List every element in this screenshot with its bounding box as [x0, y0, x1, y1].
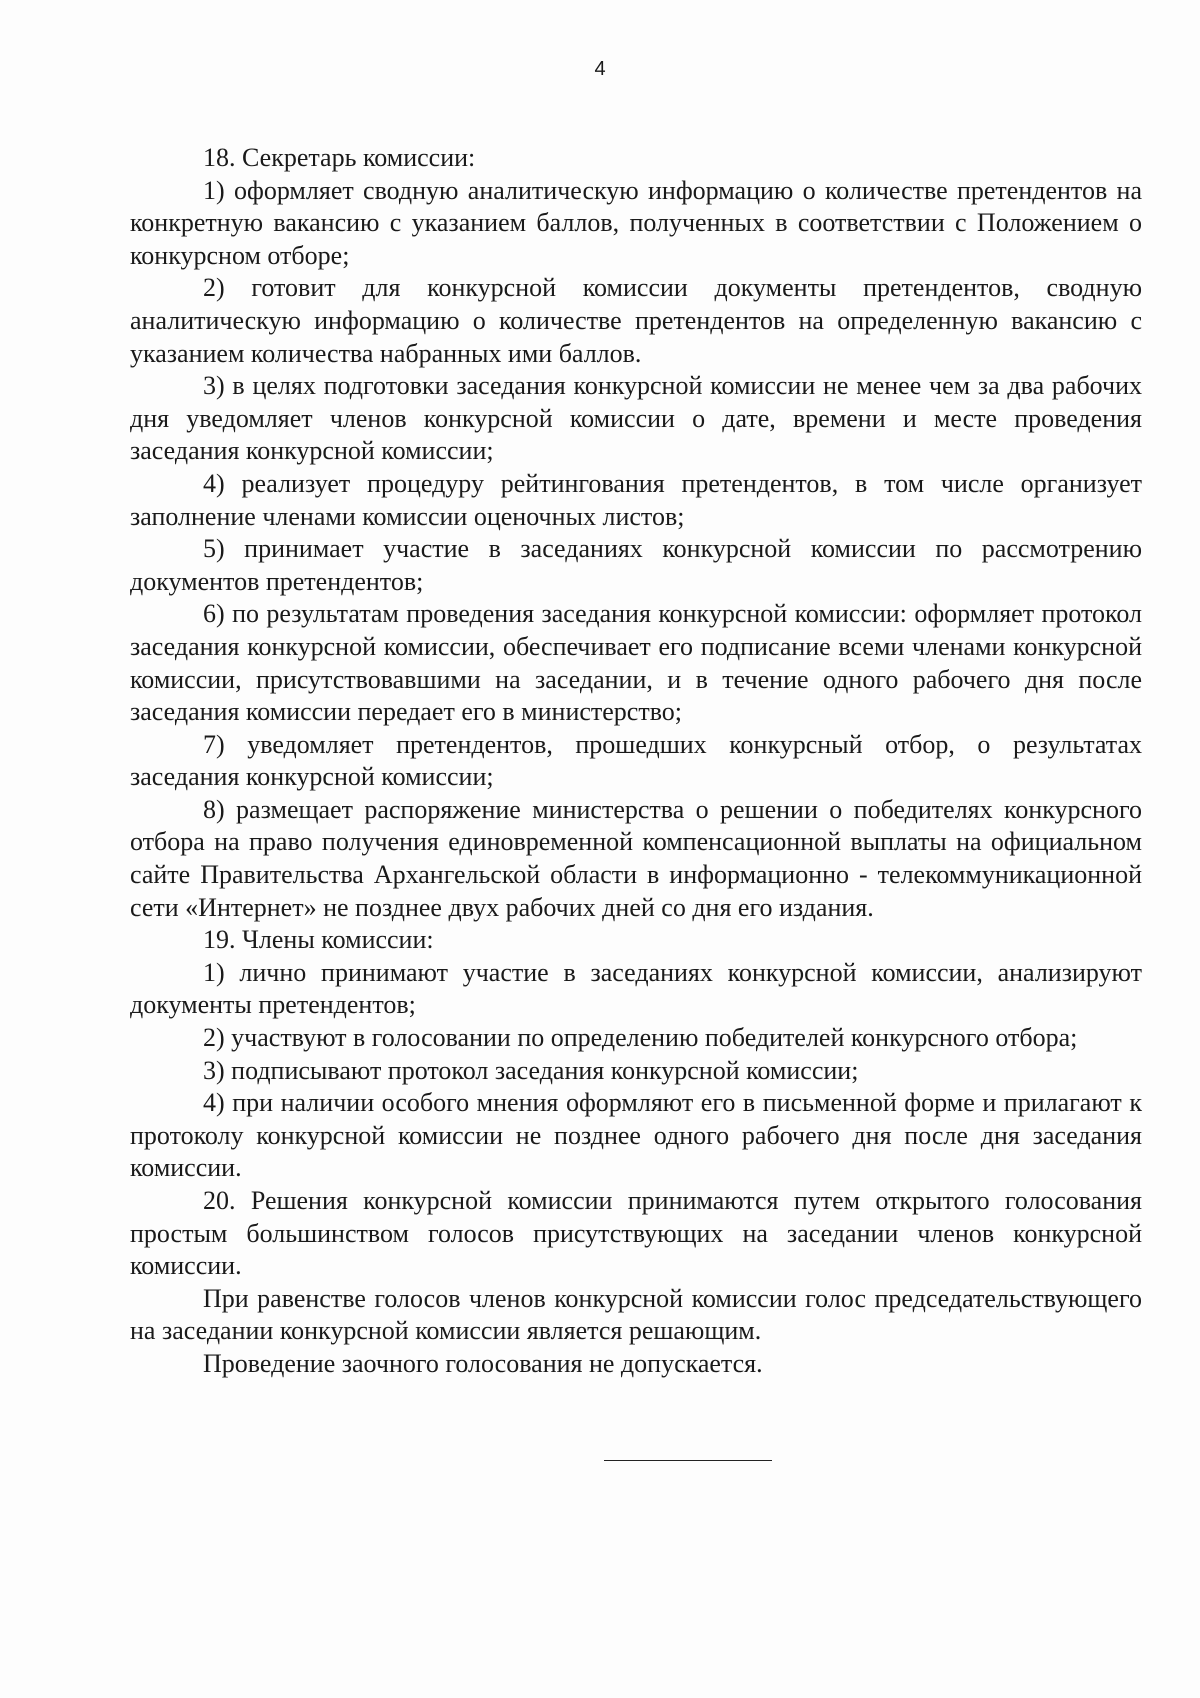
section-19-heading: 19. Члены комиссии: — [203, 925, 434, 955]
absentee-voting-paragraph: Проведение заочного голосования не допускается. — [203, 1348, 763, 1378]
section-19-item-3: 3) подписывают протокол заседания конкурсной комиссии; — [203, 1055, 859, 1085]
section-18-item-3: 3) в целях подготовки заседания конкурсной комиссии не менее чем за два рабочих дня уведомляет членов конкурсной комиссии о дате, времени и месте проведения заседания конкурсной комиссии; — [130, 371, 1142, 466]
section-18-item-6: 6) по результатам проведения заседания конкурсной комиссии: оформляет протокол заседания конкурсной комиссии, обеспечивает его подписание всеми членами конкурсной комиссии, присутствовавшими на заседании, и в течение одного рабочего дня после заседания комиссии передает его в министерство; — [130, 599, 1142, 727]
section-18-item-1: 1) оформляет сводную аналитическую информацию о количестве претендентов на конкретную вакансию с указанием баллов, полученных в соответствии с Положением о конкурсном отборе; — [130, 175, 1142, 270]
end-of-text-rule — [604, 1460, 772, 1461]
section-18-item-2: 2) готовит для конкурсной комиссии документы претендентов, сводную аналитическую информацию о количестве претендентов на определенную вакансию с указанием количества набранных ими баллов. — [130, 273, 1142, 368]
section-18-item-5: 5) принимает участие в заседаниях конкурсной комиссии по рассмотрению документов претендентов; — [130, 534, 1142, 596]
section-18-item-8: 8) размещает распоряжение министерства о решении о победителях конкурсного отбора на право получения единовременной компенсационной выплаты на официальном сайте Правительства Архангельской области в информационно - телекоммуникационной сети «Интернет» не позднее двух рабочих дней со дня его издания. — [130, 794, 1142, 922]
section-19-item-2: 2) участвуют в голосовании по определению победителей конкурсного отбора; — [203, 1023, 1078, 1053]
document-body — [130, 142, 1142, 1381]
tie-vote-paragraph: При равенстве голосов членов конкурсной комиссии голос председательствующего на заседании конкурсной комиссии является решающим. — [130, 1283, 1142, 1346]
section-18-item-4: 4) реализует процедуру рейтингования претендентов, в том числе организует заполнение членами комиссии оценочных листов; — [130, 468, 1142, 531]
section-18-item-7: 7) уведомляет претендентов, прошедших конкурсный отбор, о результатах заседания конкурсной комиссии; — [130, 729, 1142, 792]
section-19-item-1: 1) лично принимают участие в заседаниях конкурсной комиссии, анализируют документы претендентов; — [130, 957, 1142, 1020]
section-18-heading: 18. Секретарь комиссии: — [203, 143, 476, 172]
section-20-paragraph: 20. Решения конкурсной комиссии принимаются путем открытого голосования простым большинством голосов присутствующих на заседании членов конкурсной комиссии. — [130, 1186, 1142, 1281]
section-19-item-4: 4) при наличии особого мнения оформляют его в письменной форме и прилагают к протоколу конкурсной комиссии не позднее одного рабочего дня после дня заседания комиссии. — [130, 1088, 1142, 1183]
page-number: 4 — [594, 58, 606, 80]
